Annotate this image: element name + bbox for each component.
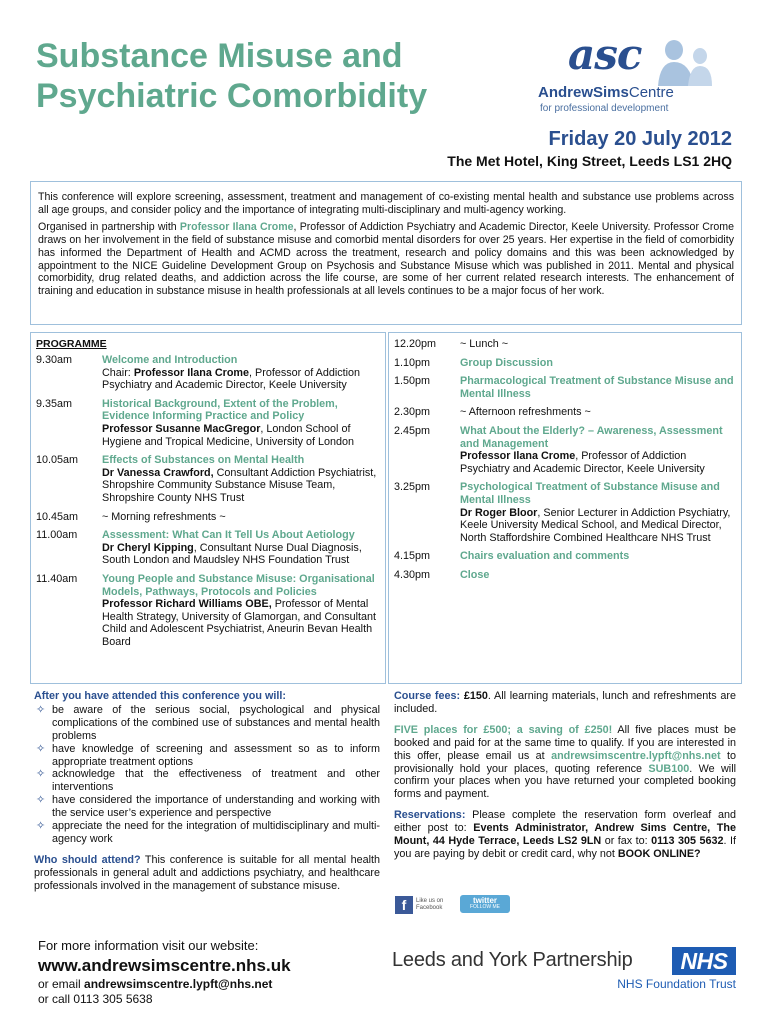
slot-detail [102, 598, 380, 648]
programme-right-column [388, 332, 742, 684]
outcome-text: appreciate the need for the integration of multidisciplinary and multi-agency work [52, 820, 380, 845]
programme-slot [36, 511, 380, 524]
slot-detail [102, 511, 380, 524]
slot-detail-text: , Professor of Addiction Psychiatry and Academic Director, Keele University [460, 450, 705, 475]
star-bullet-icon: ✧ [36, 820, 46, 833]
slot-title: Young People and Substance Misuse: Organisational Models, Pathways, Protocols and Policies [102, 572, 375, 598]
slot-title: Close [460, 568, 490, 581]
title-line-1: Substance Misuse and [36, 37, 403, 75]
slot-time: 11.00am [36, 529, 78, 542]
intro-box [30, 181, 742, 325]
slot-body [460, 481, 736, 544]
slot-body [460, 406, 736, 419]
title-line-2: Psychiatric Comorbidity [36, 77, 428, 115]
slot-time: 11.40am [36, 572, 78, 585]
more-info-lead: For more information visit our website: [38, 938, 259, 953]
outcomes-heading: After you have attended this conference you will: [34, 690, 286, 702]
twitter-icon: twitter [473, 896, 497, 905]
event-venue: The Met Hotel, King Street, Leeds LS1 2HQ [447, 153, 732, 169]
logo-name: AndrewSimsCentre [538, 84, 674, 101]
programme-slot [394, 406, 736, 419]
programme-slot [394, 425, 736, 475]
nhs-trust-name: NHS Foundation Trust [617, 977, 736, 991]
nhs-logo-icon: NHS [672, 947, 736, 975]
slot-body [460, 425, 736, 475]
slot-body [460, 375, 736, 400]
book-online-link[interactable]: BOOK ONLINE? [617, 847, 701, 860]
slot-time: 1.50pm [394, 375, 431, 388]
slot-detail-text: , Senior Lecturer in Addiction Psychiatry, Keele University Medical School, and Medical Director, North Staffordshire Combined Healthcare NHS Trust [460, 506, 731, 544]
star-bullet-icon: ✧ [36, 794, 46, 807]
slot-detail [102, 423, 380, 448]
contact-email: or email andrewsimscentre.lypft@nhs.net [38, 977, 273, 991]
slot-title: Pharmacological Treatment of Substance Misuse and Mental Illness [460, 375, 734, 400]
offer-email-link[interactable]: andrewsimscentre.lypft@nhs.net [551, 749, 721, 762]
slot-speaker: Professor Susanne MacGregor [102, 422, 261, 435]
slot-detail [460, 507, 736, 545]
slot-pre: Chair: [102, 366, 134, 379]
slot-time: 9.35am [36, 397, 73, 410]
slot-title: Chairs evaluation and comments [460, 550, 630, 563]
programme-slot [394, 357, 736, 370]
outcome-text: have considered the importance of understanding and working with the service user’s experience and perspective [52, 794, 380, 820]
slot-detail [460, 450, 736, 475]
slot-detail-text: ~ Afternoon refreshments ~ [460, 406, 591, 419]
slot-time: 4.30pm [394, 568, 431, 581]
programme-slot [36, 573, 380, 649]
slot-detail-text: , Consultant Nurse Dual Diagnosis, South London and Maudsley NHS Foundation Trust [102, 541, 362, 567]
learning-outcomes [34, 690, 380, 893]
course-fees: Course fees: £150. All learning materials, lunch and refreshments are included. [394, 690, 737, 715]
slot-title: Group Discussion [460, 356, 553, 369]
nhs-trust-logo [392, 947, 740, 993]
programme-slot [36, 454, 380, 504]
slot-speaker: Dr Vanessa Crawford, [102, 466, 214, 479]
facebook-link[interactable]: f Like us on Facebook [395, 895, 446, 915]
slot-body [460, 338, 736, 351]
who-should-attend: Who should attend? This conference is suitable for all mental health professionals in general adult and addictions psychiatry, and healthcare professionals involved in the management of substance misuse. [34, 853, 380, 892]
programme-slot [36, 529, 380, 567]
outcome-item [34, 820, 380, 846]
slot-time: 9.30am [36, 354, 73, 366]
organiser-name: Professor Ilana Crome [179, 220, 294, 233]
slot-time: 1.10pm [394, 356, 431, 369]
outcome-item [34, 743, 380, 769]
slot-title: Historical Background, Extent of the Problem, Evidence Informing Practice and Policy [102, 397, 338, 423]
slot-body [102, 529, 380, 567]
andrew-sims-centre-logo [520, 30, 720, 114]
outcome-item [34, 768, 380, 794]
contact-phone: or call 0113 305 5638 [38, 992, 153, 1006]
slot-detail-text: Consultant Addiction Psychiatrist, Shropshire Community Substance Misuse Team, Shropshire County NHS Trust [102, 466, 377, 504]
slot-speaker: Professor Ilana Crome [133, 366, 250, 379]
slot-detail-text: Professor of Mental Health Strategy, University of Glamorgan, and Consultant Child and Adolescent Psychiatrist, Aneurin Bevan Health Board [102, 598, 377, 648]
asc-mark: asc [568, 30, 642, 79]
slot-body [102, 573, 380, 649]
slot-title: Assessment: What Can It Tell Us About Aetiology [102, 529, 355, 542]
slot-title: Welcome and Introduction [102, 354, 238, 366]
outcome-item [34, 794, 380, 820]
slot-time: 2.45pm [394, 424, 431, 437]
slot-body [460, 357, 736, 370]
social-links [395, 895, 510, 915]
slot-body [102, 511, 380, 524]
programme-slot [394, 481, 736, 544]
slot-detail [460, 338, 736, 351]
slot-time: 3.25pm [394, 481, 431, 494]
programme-slot [394, 550, 736, 563]
slot-time: 12.20pm [394, 338, 437, 350]
star-bullet-icon: ✧ [36, 768, 46, 781]
programme-left-column [30, 332, 386, 684]
slot-speaker: Professor Ilana Crome [460, 450, 576, 463]
slot-detail-text: ~ Morning refreshments ~ [102, 510, 226, 523]
more-info [38, 938, 378, 1006]
page-title [36, 36, 496, 116]
programme-slot [394, 569, 736, 582]
programme-slot [394, 338, 736, 351]
slot-time: 10.45am [36, 510, 79, 523]
logo-tagline: for professional development [540, 103, 669, 114]
slot-body [460, 569, 736, 582]
outcomes-list [34, 704, 380, 846]
event-date: Friday 20 July 2012 [548, 128, 732, 150]
slot-title: Psychological Treatment of Substance Misuse and Mental Illness [460, 481, 720, 506]
website-link[interactable]: www.andrewsimscentre.nhs.uk [38, 956, 291, 975]
slot-body [102, 354, 380, 392]
slot-detail-text: ~ Lunch ~ [460, 338, 509, 350]
slot-time: 2.30pm [394, 406, 431, 419]
outcome-text: acknowledge that the effectiveness of treatment and other interventions [52, 768, 380, 794]
slot-speaker: Professor Richard Williams OBE, [102, 598, 272, 611]
slot-title: What About the Elderly? – Awareness, Assessment and Management [460, 424, 723, 450]
intro-paragraph-2: Organised in partnership with Professor Ilana Crome, Professor of Addiction Psychiatry and Academic Director, Keele University. Professor Crome draws on her involvement in the field of substance misuse and comorbid mental disorders for over 25 years. Her expertise in the field of comorbidity has informed the Department of Health and ACMD across the treatment, research and policy domains and this was been acknowledged by appointment to the NICE Guideline Development Group on Psychosis and Substance Misuse which was published in 2011. Mental and physical comorbidity, drug related deaths, and addiction across the life course, are some of her current related research interests. The enhancement of training and education in substance misuse in health professionals at all levels continues to be a major focus of her work. [38, 220, 734, 298]
facebook-icon: f [395, 896, 413, 914]
group-offer: FIVE places for £500; a saving of £250! All five places must be booked and paid for at the same time to qualify. If you are interested in this offer, please email us at andrewsimscentre.lypft@nhs.net to provisionally hold your places, quoting reference SUB100. We will confirm your places when you have returned your completed booking forms and payment. [394, 723, 736, 801]
slot-detail-text: , Professor of Addiction Psychiatry and Academic Director, Keele University [102, 366, 361, 392]
outcome-text: have knowledge of screening and assessment so as to inform appropriate treatment options [52, 742, 380, 768]
twitter-link[interactable]: twitter FOLLOW ME [460, 895, 510, 913]
slot-body [102, 398, 380, 448]
slot-body [460, 550, 736, 563]
programme-slot [394, 375, 736, 400]
programme-slot [36, 398, 380, 448]
nhs-org-name: Leeds and York Partnership [392, 949, 633, 971]
slot-body [102, 454, 380, 504]
outcome-text: be aware of the serious social, psychological and physical complications of the combined use of substances and mental health problems [52, 703, 380, 742]
slot-detail [102, 542, 380, 567]
slot-speaker: Dr Cheryl Kipping [102, 541, 194, 554]
intro-paragraph-1: This conference will explore screening, assessment, treatment and management of co-existing mental health and substance use problems across all age groups, and consider policy and the importance of integrating multi-disciplinary and multi-agency working. [38, 191, 734, 216]
star-bullet-icon: ✧ [36, 703, 46, 716]
programme-heading: PROGRAMME [36, 338, 107, 350]
contact-email-link[interactable]: andrewsimscentre.lypft@nhs.net [84, 977, 273, 991]
slot-detail [102, 467, 380, 505]
reservations: Reservations: Please complete the reservation form overleaf and either post to: Events Administrator, Andrew Sims Centre, The Mount, 44 Hyde Terrace, Leeds LS2 9LN or fax to: 0113 305 5632. If you are paying by debit or credit card, why not BOOK ONLINE? [394, 809, 737, 860]
slot-detail-text: , London School of Hygiene and Tropical Medicine, University of London [102, 422, 355, 448]
slot-detail [102, 367, 380, 392]
star-bullet-icon: ✧ [36, 742, 46, 755]
slot-detail [460, 406, 736, 419]
slot-time: 4.15pm [394, 550, 431, 563]
outcome-item [34, 704, 380, 743]
slot-title: Effects of Substances on Mental Health [102, 454, 305, 467]
fees-section [394, 690, 736, 869]
programme-slot [36, 354, 380, 392]
slot-speaker: Dr Roger Bloor [460, 506, 538, 519]
slot-time: 10.05am [36, 454, 79, 467]
